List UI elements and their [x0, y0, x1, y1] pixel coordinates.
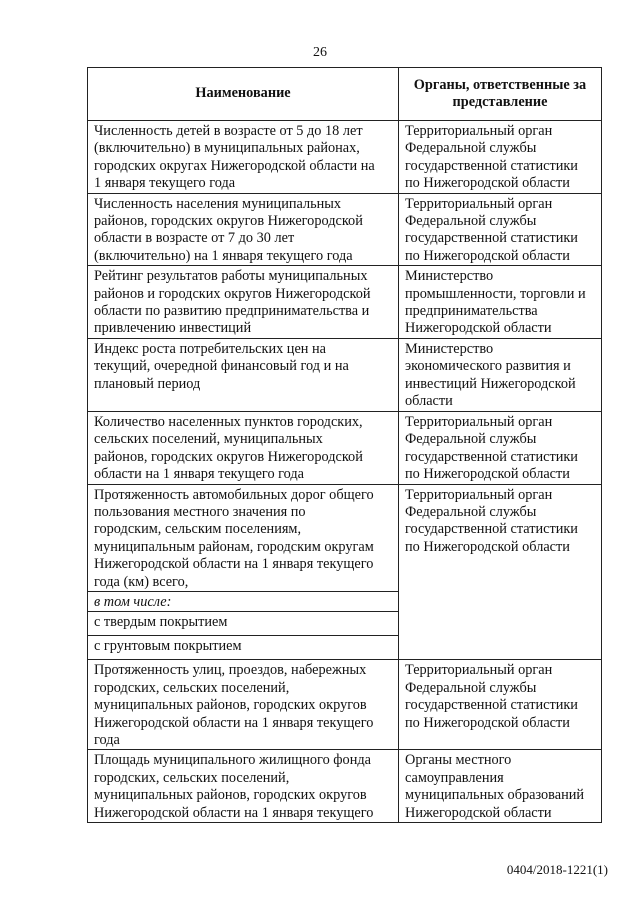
- page-number: 26: [313, 45, 327, 60]
- row-name-cell: [88, 193, 399, 266]
- table-row: [88, 750, 602, 823]
- row-name-cell: [88, 750, 399, 823]
- row-responsible: Министерство экономического развития и инвестиций Нижегородской области: [405, 340, 576, 410]
- row-name: Численность детей в возрасте от 5 до 18 лет (включительно) в муниципальных районах, городских округах Нижегородской области на 1 января текущего года: [94, 123, 375, 192]
- row-responsible-cell: [399, 484, 602, 660]
- row-name-cell: [88, 266, 399, 339]
- sub-row-name: в том числе:: [94, 593, 172, 610]
- sub-row-name: с твердым покрытием: [94, 614, 228, 631]
- row-responsible-cell: [399, 266, 602, 339]
- sub-row-name-cell: [88, 612, 399, 636]
- row-responsible-cell: [399, 660, 602, 750]
- row-responsible: Территориальный орган Федеральной службы государственной статистики по Нижегородской области: [405, 662, 578, 731]
- table-header-row: [88, 68, 602, 121]
- row-name: Количество населенных пунктов городских, сельских поселений, муниципальных районов, городских округов Нижегородской области на 1 января текущего года: [94, 413, 363, 483]
- sub-row-name: с грунтовым покрытием: [94, 638, 242, 655]
- row-responsible: Территориальный орган Федеральной службы государственной статистики по Нижегородской области: [405, 486, 578, 555]
- row-name: Протяженность автомобильных дорог общего пользования местного значения по городским, сельским поселениям, муниципальным районам, городским округам Нижегородской области на 1 января текущего года (км) всего,: [94, 486, 374, 590]
- row-responsible-cell: [399, 121, 602, 194]
- row-name-cell: [88, 484, 399, 591]
- row-name: Индекс роста потребительских цен на текущий, очередной финансовый год и на плановый период: [94, 340, 349, 392]
- row-responsible: Органы местного самоуправления муниципальных образований Нижегородской области: [405, 752, 585, 821]
- table-row: [88, 121, 602, 194]
- table-row: [88, 484, 602, 591]
- sub-row-name-cell: [88, 591, 399, 611]
- header-name: Наименование: [88, 68, 399, 121]
- table-row: [88, 660, 602, 750]
- row-responsible: Министерство промышленности, торговли и предпринимательства Нижегородской области: [405, 268, 586, 337]
- row-name: Численность населения муниципальных районов, городских округов Нижегородской области в возрасте от 7 до 30 лет (включительно) на 1 января текущего года: [94, 195, 363, 264]
- row-responsible-cell: [399, 411, 602, 484]
- table-row: [88, 193, 602, 266]
- data-sources-table: [87, 67, 602, 823]
- row-name: Протяженность улиц, проездов, набережных городских, сельских поселений, муниципальных районов, городских округов Нижегородской области на 1 января текущего года: [94, 662, 374, 748]
- row-responsible: Территориальный орган Федеральной службы государственной статистики по Нижегородской области: [405, 195, 578, 264]
- row-responsible-cell: [399, 193, 602, 266]
- row-name: Рейтинг результатов работы муниципальных районов и городских округов Нижегородской области по развитию предпринимательства и привлечению инвестиций: [94, 268, 371, 337]
- row-responsible-cell: [399, 338, 602, 411]
- row-responsible: Территориальный орган Федеральной службы государственной статистики по Нижегородской области: [405, 413, 578, 483]
- table-row: [88, 266, 602, 339]
- row-name: Площадь муниципального жилищного фонда городских, сельских поселений, муниципальных районов, городских округов Нижегородской области на 1 января текущего: [94, 752, 374, 821]
- header-responsible: Органы, ответственные за представление: [399, 68, 602, 121]
- sub-row-name-cell: [88, 636, 399, 660]
- row-responsible: Территориальный орган Федеральной службы государственной статистики по Нижегородской области: [405, 123, 578, 192]
- document-code: 0404/2018-1221(1): [506, 862, 608, 877]
- row-name-cell: [88, 660, 399, 750]
- row-name-cell: [88, 121, 399, 194]
- row-name-cell: [88, 338, 399, 411]
- row-responsible-cell: [399, 750, 602, 823]
- table-row: [88, 411, 602, 484]
- row-name-cell: [88, 411, 399, 484]
- table-row: [88, 338, 602, 411]
